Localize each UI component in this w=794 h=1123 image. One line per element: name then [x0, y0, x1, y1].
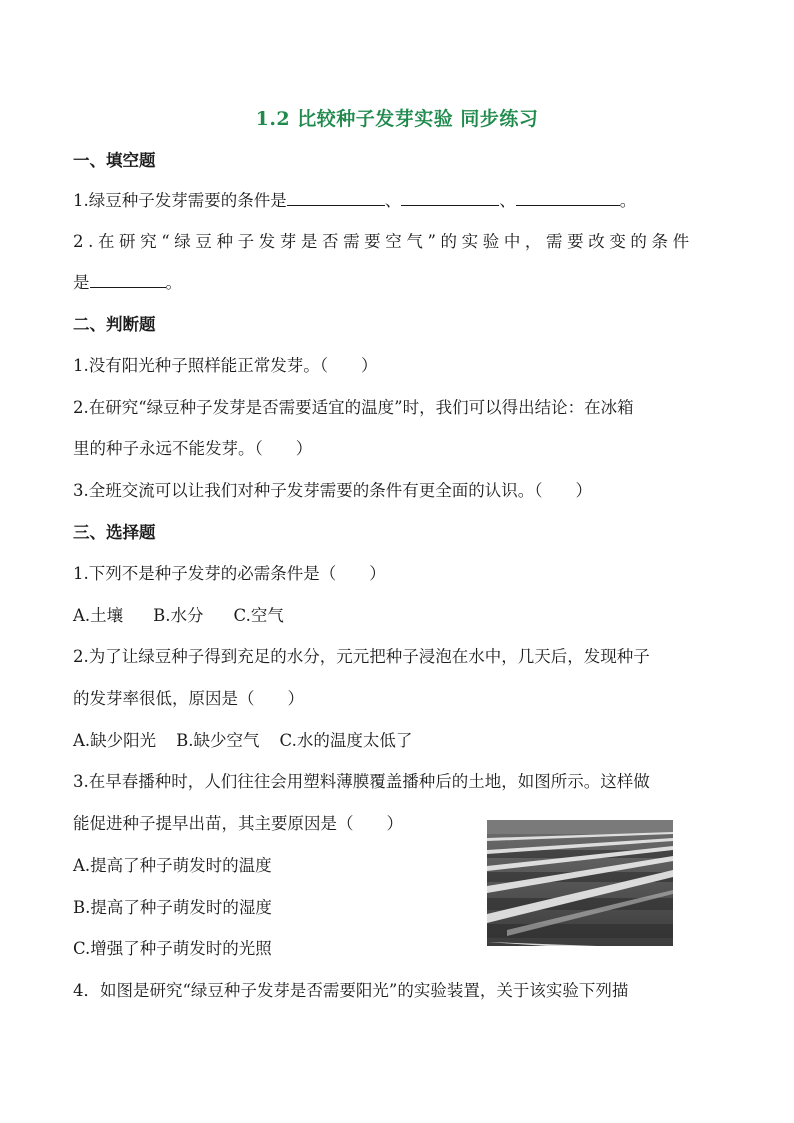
separator: 、 — [499, 191, 516, 210]
question-mc-4-line1: 4．如图是研究“绿豆种子发芽是否需要阳光”的实验装置，关于该实验下列描 — [73, 981, 629, 1000]
option-a[interactable]: A.缺少阳光 — [73, 731, 157, 750]
option-b[interactable]: B.提高了种子萌发时的湿度 — [73, 898, 272, 917]
question-fill-2-text: 2.在研究“绿豆种子发芽是否需要空气”的实验中，需要改变的条件 — [73, 232, 694, 251]
question-mc-2-options — [73, 730, 412, 752]
question-fill-1-text: 1.绿豆种子发芽需要的条件是 — [73, 191, 287, 210]
question-mc-3-line1: 3.在早春播种时，人们往往会用塑料薄膜覆盖播种后的土地，如图所示。这样做 — [73, 772, 650, 791]
option-a[interactable]: A.土壤 — [73, 606, 124, 625]
section-heading-true-false: 二、判断题 — [73, 315, 156, 334]
question-mc-3-line2: 能促进种子提早出苗，其主要原因是（ ） — [73, 814, 403, 833]
option-b[interactable]: B.缺少空气 — [176, 731, 260, 750]
period: 。 — [619, 191, 637, 210]
page-title: 1.2 比较种子发芽实验 同步练习 — [255, 108, 539, 130]
question-fill-2-line2 — [73, 272, 182, 294]
question-mc-1-options — [73, 605, 284, 627]
answer-blank[interactable] — [90, 273, 166, 288]
option-b[interactable]: B.水分 — [153, 606, 204, 625]
question-tf-2-line1: 2.在研究“绿豆种子发芽是否需要适宜的温度”时，我们可以得出结论：在冰箱 — [73, 398, 634, 417]
question-mc-1: 1.下列不是种子发芽的必需条件是（ ） — [73, 564, 386, 583]
period: 。 — [165, 273, 182, 292]
answer-blank[interactable] — [516, 191, 620, 206]
question-mc-2-line1: 2.为了让绿豆种子得到充足的水分，元元把种子浸泡在水中，几天后，发现种子 — [73, 647, 650, 666]
question-mc-2-line2: 的发芽率很低，原因是（ ） — [73, 689, 304, 708]
question-tf-2-line2: 里的种子永远不能发芽。（ ） — [73, 439, 313, 458]
option-c[interactable]: C.空气 — [233, 606, 284, 625]
question-tf-3: 3.全班交流可以让我们对种子发芽需要的条件有更全面的认识。（ ） — [73, 481, 592, 500]
field-plastic-film-photo — [487, 820, 673, 946]
question-fill-2-text-start: 是 — [73, 273, 90, 292]
question-fill-1 — [73, 190, 636, 212]
option-c[interactable]: C.水的温度太低了 — [279, 731, 413, 750]
option-a[interactable]: A.提高了种子萌发时的温度 — [73, 856, 272, 875]
section-heading-fill-blank: 一、填空题 — [73, 151, 156, 170]
section-heading-multiple-choice: 三、选择题 — [73, 523, 156, 542]
separator: 、 — [384, 191, 402, 210]
question-tf-1: 1.没有阳光种子照样能正常发芽。（ ） — [73, 356, 378, 375]
answer-blank[interactable] — [401, 191, 499, 206]
question-fill-2-line1 — [73, 231, 721, 253]
answer-blank[interactable] — [287, 191, 385, 206]
option-c[interactable]: C.增强了种子萌发时的光照 — [73, 939, 272, 958]
